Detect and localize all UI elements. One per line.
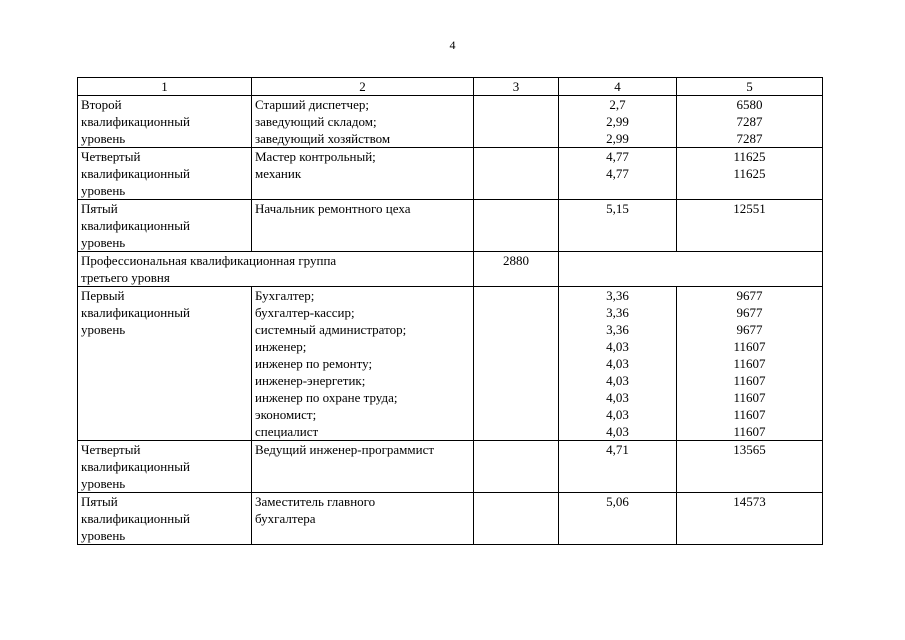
level-line: Первый <box>81 288 125 303</box>
salary-table <box>77 77 823 545</box>
table-header-row <box>78 78 823 96</box>
group-title-line: третьего уровня <box>81 270 170 285</box>
level-line: квалификационный <box>81 305 190 320</box>
position-line: инженер-энергетик; <box>255 373 366 388</box>
qualification-level <box>78 441 252 493</box>
level-line: Четвертый <box>81 149 141 164</box>
table-row <box>78 493 823 545</box>
amount-line: 7287 <box>736 131 763 146</box>
group-header-row <box>78 252 823 287</box>
column-header: 4 <box>559 78 677 96</box>
amount-line: 12551 <box>733 201 766 216</box>
column-header: 1 <box>78 78 252 96</box>
qualification-level <box>78 493 252 545</box>
position-line: специалист <box>255 424 319 439</box>
amount-cell <box>677 200 823 252</box>
salary-cell <box>474 287 559 441</box>
level-line: Четвертый <box>81 442 141 457</box>
position-line: Начальник ремонтного цеха <box>255 201 411 216</box>
group-title <box>78 252 474 287</box>
position-line: инженер по охране труда; <box>255 390 398 405</box>
table-body <box>78 96 823 545</box>
position-line: заведующий складом; <box>255 114 377 129</box>
group-title-line: Профессиональная квалификационная группа <box>81 253 337 268</box>
coefficient-cell <box>559 96 677 148</box>
level-line: квалификационный <box>81 166 190 181</box>
position-line: Бухгалтер; <box>255 288 315 303</box>
salary-cell <box>474 441 559 493</box>
coefficient-line: 4,03 <box>606 407 629 422</box>
coefficient-line: 4,77 <box>606 166 629 181</box>
position-line: Ведущий инженер-программист <box>255 442 435 457</box>
coefficient-line: 2,99 <box>606 131 629 146</box>
position-line: инженер по ремонту; <box>255 356 373 371</box>
coefficient-line: 4,03 <box>606 356 629 371</box>
positions-cell <box>252 148 474 200</box>
coefficient-line: 4,03 <box>606 373 629 388</box>
level-line: квалификационный <box>81 459 190 474</box>
coefficient-line: 2,99 <box>606 114 629 129</box>
position-line: инженер; <box>255 339 307 354</box>
position-line: механик <box>255 166 302 181</box>
positions-cell <box>252 441 474 493</box>
amount-cell <box>677 287 823 441</box>
coefficient-cell <box>559 441 677 493</box>
amount-line: 11607 <box>733 407 766 422</box>
column-header: 2 <box>252 78 474 96</box>
amount-line: 11625 <box>733 166 766 181</box>
level-line: Второй <box>81 97 122 112</box>
coefficient-line: 4,71 <box>606 442 629 457</box>
amount-cell <box>677 493 823 545</box>
level-line: уровень <box>81 322 126 337</box>
level-line: уровень <box>81 235 126 250</box>
amount-line: 11607 <box>733 373 766 388</box>
coefficient-cell <box>559 200 677 252</box>
position-line: экономист; <box>255 407 317 422</box>
amount-line: 7287 <box>736 114 763 129</box>
coefficient-line: 4,03 <box>606 424 629 439</box>
coefficient-line: 4,77 <box>606 149 629 164</box>
amount-cell <box>677 148 823 200</box>
amount-line: 14573 <box>733 494 766 509</box>
positions-cell <box>252 200 474 252</box>
coefficient-line: 4,03 <box>606 339 629 354</box>
positions-cell <box>252 493 474 545</box>
amount-line: 9677 <box>736 288 763 303</box>
salary-cell <box>474 96 559 148</box>
position-line: Старший диспетчер; <box>255 97 369 112</box>
level-line: уровень <box>81 131 126 146</box>
coefficient-cell <box>559 287 677 441</box>
position-line: системный администратор; <box>255 322 407 337</box>
table-row <box>78 200 823 252</box>
amount-line: 11607 <box>733 424 766 439</box>
level-line: квалификационный <box>81 114 190 129</box>
level-line: Пятый <box>81 494 118 509</box>
column-header: 3 <box>474 78 559 96</box>
table-row <box>78 287 823 441</box>
table-row <box>78 96 823 148</box>
level-line: квалификационный <box>81 511 190 526</box>
level-line: уровень <box>81 528 126 543</box>
amount-cell <box>677 441 823 493</box>
amount-line: 9677 <box>736 322 763 337</box>
amount-line: 11625 <box>733 149 766 164</box>
qualification-level <box>78 148 252 200</box>
coefficient-cell <box>559 493 677 545</box>
salary-cell <box>474 200 559 252</box>
level-line: уровень <box>81 476 126 491</box>
level-line: уровень <box>81 183 126 198</box>
table-row <box>78 441 823 493</box>
amount-line: 6580 <box>736 97 763 112</box>
coefficient-line: 3,36 <box>606 288 629 303</box>
qualification-level <box>78 287 252 441</box>
amount-line: 9677 <box>736 305 763 320</box>
table-row <box>78 148 823 200</box>
coefficient-line: 5,06 <box>606 494 629 509</box>
positions-cell <box>252 96 474 148</box>
level-line: Пятый <box>81 201 118 216</box>
page-number: 4 <box>449 38 456 52</box>
salary-cell <box>474 493 559 545</box>
coefficient-line: 3,36 <box>606 322 629 337</box>
position-line: Заместитель главного <box>255 494 376 509</box>
amount-line: 11607 <box>733 356 766 371</box>
position-line: бухгалтера <box>255 511 316 526</box>
group-empty-cell <box>559 252 823 287</box>
coefficient-line: 4,03 <box>606 390 629 405</box>
positions-cell <box>252 287 474 441</box>
position-line: Мастер контрольный; <box>255 149 376 164</box>
position-line: бухгалтер-кассир; <box>255 305 355 320</box>
amount-line: 11607 <box>733 390 766 405</box>
position-line: заведующий хозяйством <box>255 131 391 146</box>
column-header: 5 <box>677 78 823 96</box>
amount-cell <box>677 96 823 148</box>
qualification-level <box>78 96 252 148</box>
coefficient-line: 3,36 <box>606 305 629 320</box>
qualification-level <box>78 200 252 252</box>
salary-cell <box>474 148 559 200</box>
coefficient-line: 2,7 <box>609 97 626 112</box>
coefficient-line: 5,15 <box>606 201 629 216</box>
level-line: квалификационный <box>81 218 190 233</box>
amount-line: 11607 <box>733 339 766 354</box>
coefficient-cell <box>559 148 677 200</box>
amount-line: 13565 <box>733 442 766 457</box>
group-base-salary: 2880 <box>474 252 559 287</box>
